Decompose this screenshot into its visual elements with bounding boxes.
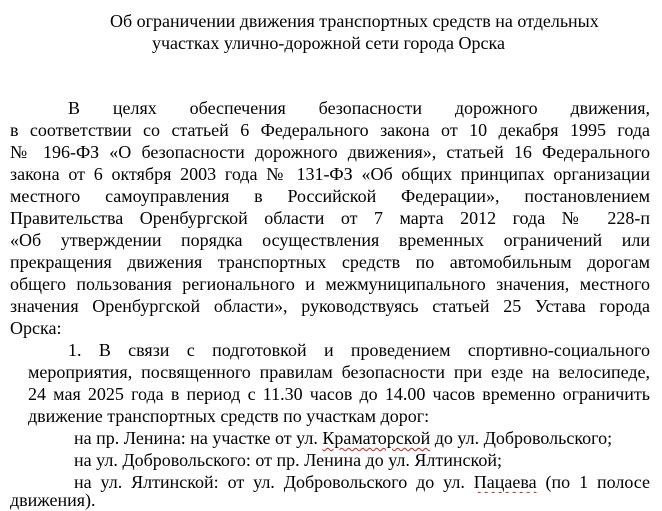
- item1-line: 24 мая 2025 года в период с 11.30 часов до 14.00 часов временно ограничить: [28, 384, 650, 404]
- title-line-2: участках улично-дорожной сети города Орска: [152, 33, 505, 53]
- preamble-line: местного самоуправления в Российской Федерации», постановлением: [10, 186, 650, 206]
- preamble-line: значения Оренбургской области», руководствуясь статьей 25 Устава города: [10, 296, 650, 316]
- preamble-line: В целях обеспечения безопасности дорожного движения,: [68, 98, 650, 118]
- preamble-line: в соответствии со статьей 6 Федерального закона от 10 декабря 1995 года: [10, 120, 650, 140]
- preamble-line: общего пользования регионального и межмуниципального значения, местного: [10, 274, 650, 294]
- road-item-yaltinskoy: на ул. Ялтинской: от ул. Добровольского до ул. Пацаева (по 1 полосе: [74, 472, 650, 492]
- preamble-line: Правительства Оренбургской области от 7 марта 2012 года № 228-п: [10, 208, 650, 228]
- road-item-continuation: движения).: [10, 490, 96, 510]
- preamble-line: «Об утверждении порядка осуществления временных ограничений или: [10, 230, 650, 250]
- document-title: [110, 10, 630, 54]
- title-line-1: Об ограничении движения транспортных средств на отдельных: [110, 11, 599, 31]
- spellcheck-word: Краматорской: [322, 428, 431, 448]
- road-item-lenina: на пр. Ленина: на участке от ул. Краматорской до ул. Добровольского;: [74, 428, 613, 448]
- preamble-line: Орска:: [10, 318, 62, 338]
- preamble-line: прекращения движения транспортных средств по автомобильным дорогам: [10, 252, 650, 272]
- item1-line: 1. В связи с подготовкой и проведением спортивно-социального: [68, 340, 650, 360]
- road-item-dobrovolskogo: на ул. Добровольского: от пр. Ленина до ул. Ялтинской;: [74, 450, 502, 470]
- spellcheck-word: Пацаева: [473, 472, 537, 492]
- item1-line: мероприятия, посвященного правилам безопасности при езде на велосипеде,: [28, 362, 650, 382]
- preamble-line: № 196-ФЗ «О безопасности дорожного движения», статьей 16 Федерального: [10, 142, 650, 162]
- preamble-line: закона от 6 октября 2003 года № 131-ФЗ «Об общих принципах организации: [10, 164, 650, 184]
- item1-line: движение транспортных средств по участкам дорог:: [28, 406, 430, 426]
